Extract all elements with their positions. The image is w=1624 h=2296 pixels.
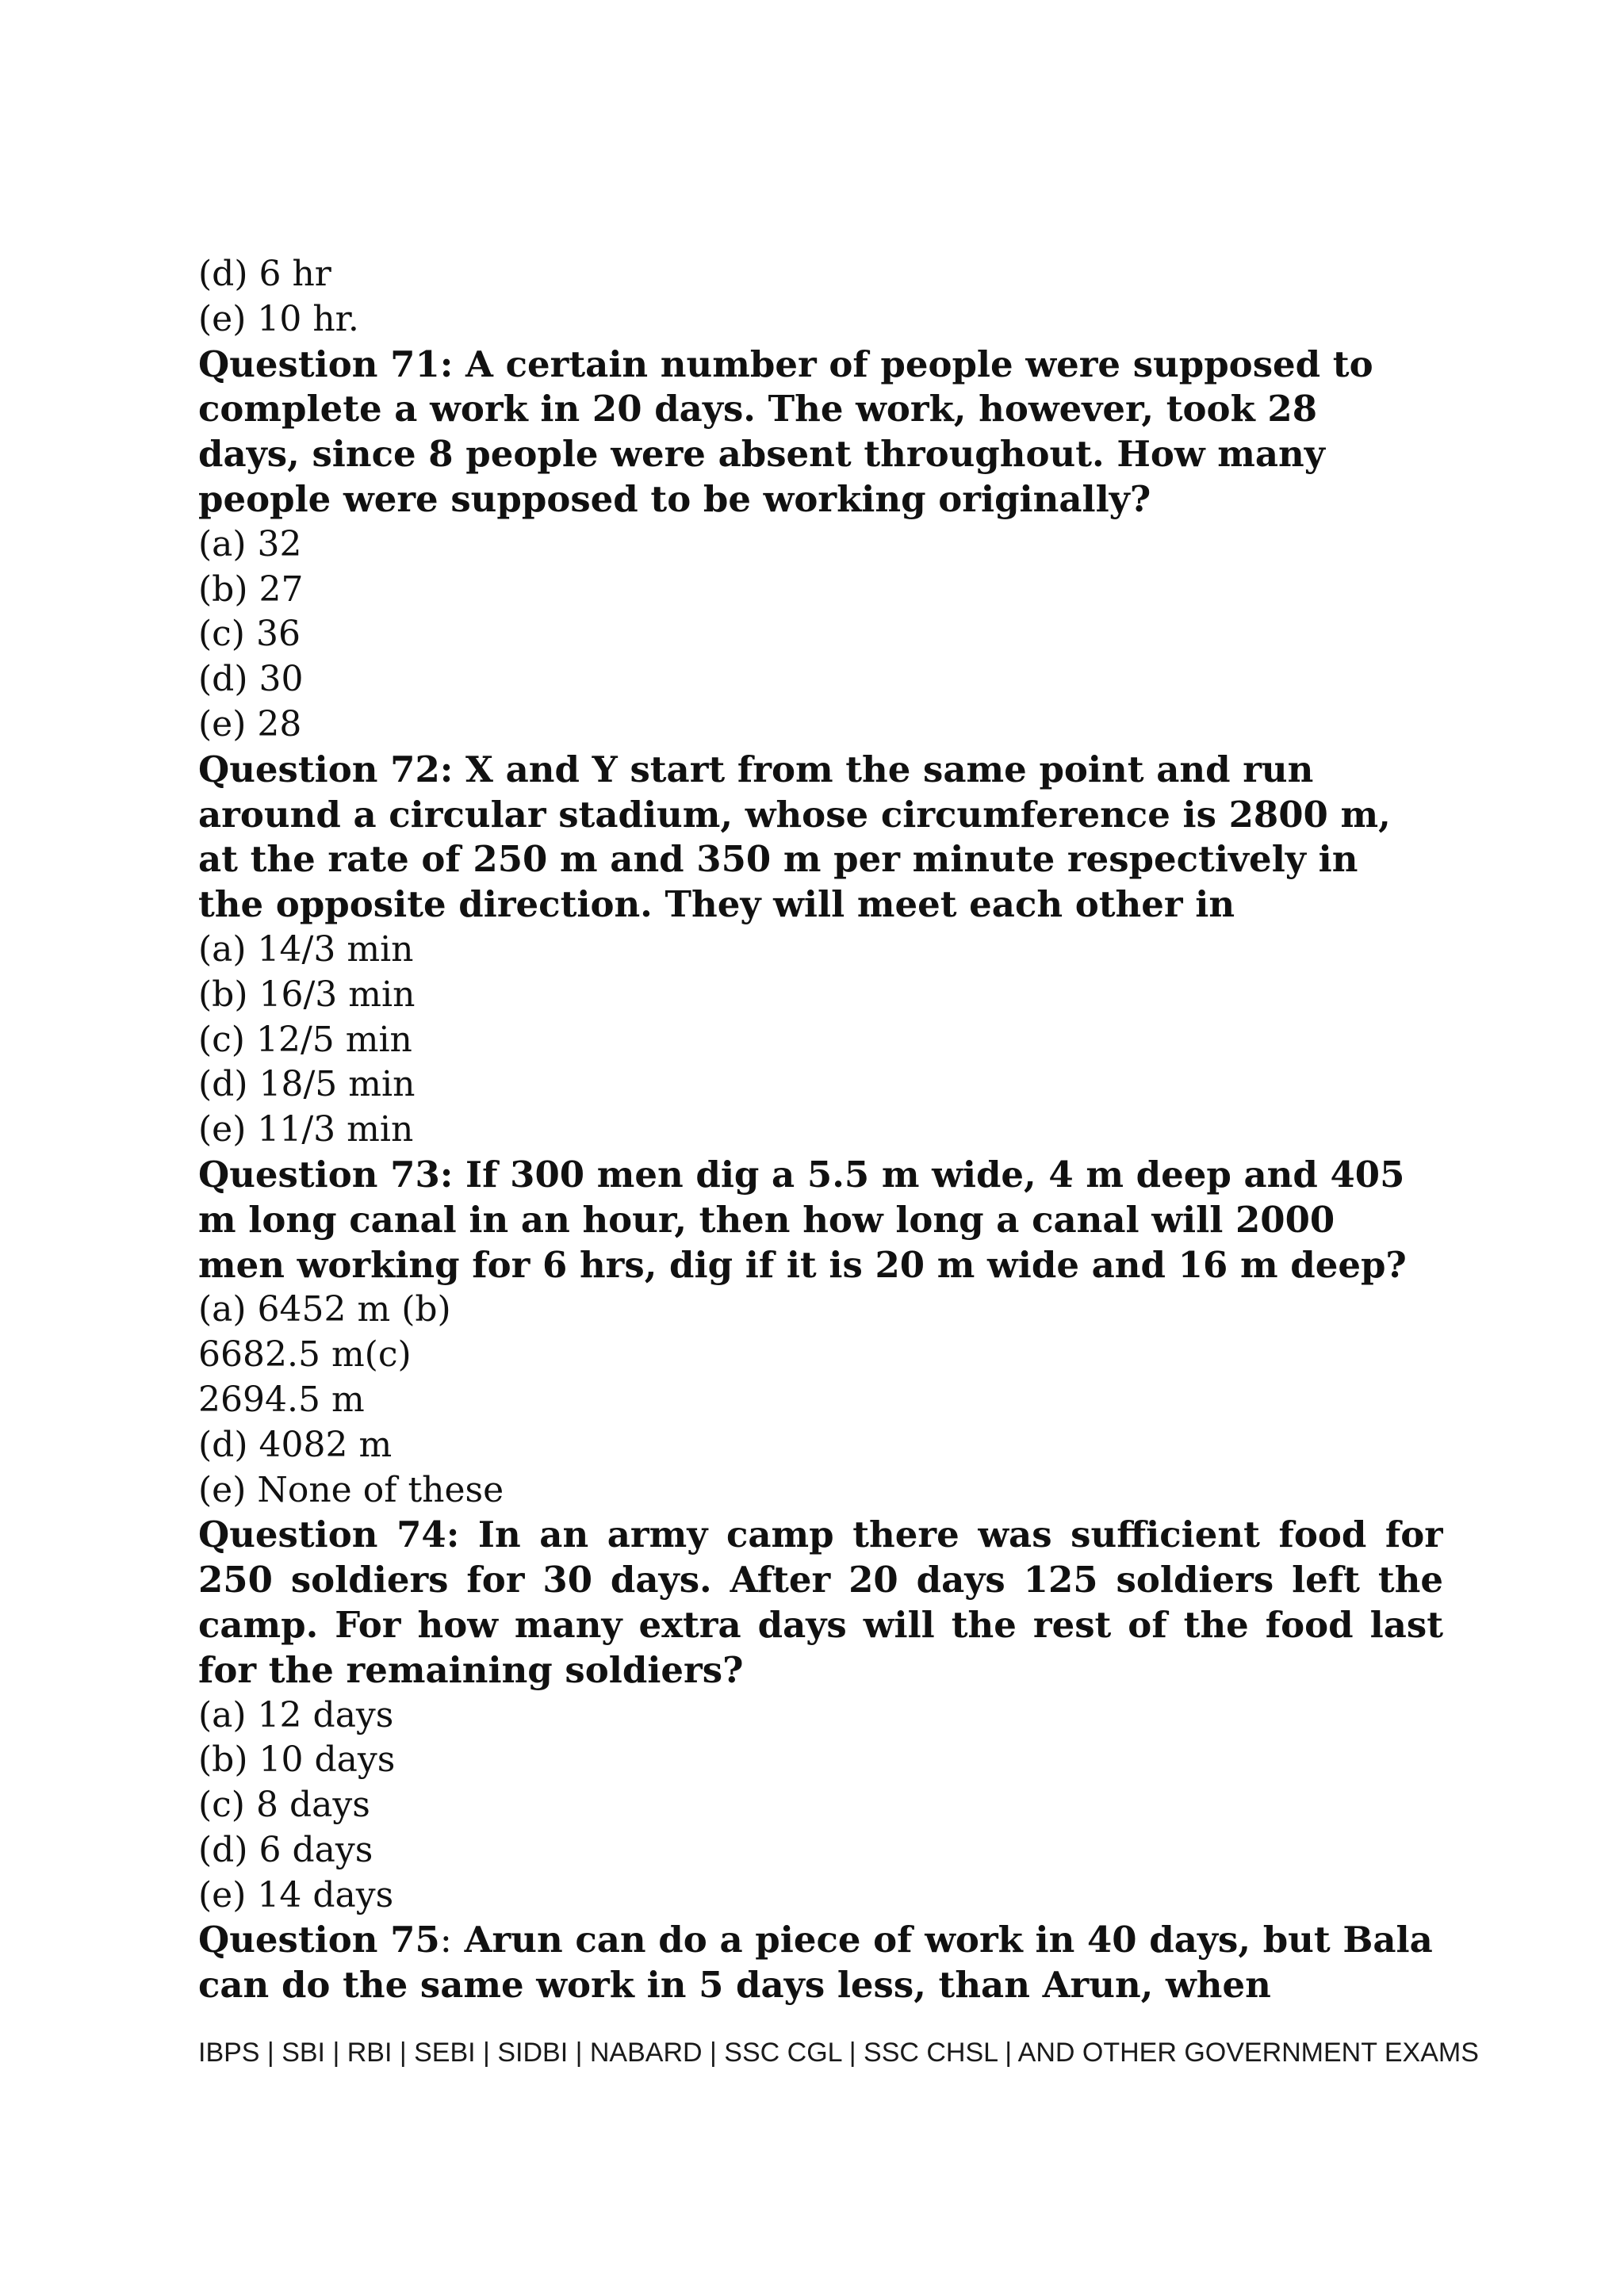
question-73 bbox=[198, 1153, 1443, 1513]
question-74-text bbox=[198, 1513, 1443, 1693]
carryover-options bbox=[198, 252, 1443, 342]
question-74 bbox=[198, 1513, 1443, 1918]
question-label: Question 75 bbox=[198, 1919, 440, 1961]
question-75 bbox=[198, 1918, 1443, 2008]
question-71 bbox=[198, 342, 1443, 748]
question-text-line: complete a work in 20 days. The work, however, took 28 bbox=[198, 388, 1318, 430]
question-text-line: days, since 8 people were absent throughout. How many bbox=[198, 433, 1325, 476]
option-c: (c) 12/5 min bbox=[198, 1019, 412, 1060]
question-text: Arun can do a piece of work in 40 days, but Bala bbox=[451, 1919, 1433, 1961]
question-separator: : bbox=[439, 1919, 452, 1961]
question-text-line: Question 74: In an army camp there was sufficient food for bbox=[198, 1513, 1443, 1556]
option-e: (e) 11/3 min bbox=[198, 1109, 414, 1150]
question-text-line: m long canal in an hour, then how long a canal will 2000 bbox=[198, 1198, 1335, 1241]
option-c: 2694.5 m bbox=[198, 1379, 365, 1420]
question-71-text bbox=[198, 342, 1443, 522]
option-a: (a) 14/3 min bbox=[198, 928, 414, 970]
question-75-text bbox=[198, 1918, 1443, 2008]
question-73-text bbox=[198, 1153, 1443, 1288]
question-text-line bbox=[198, 1918, 1443, 1963]
question-text-line: around a circular stadium, whose circumference is 2800 m, bbox=[198, 793, 1391, 836]
question-text-line: people were supposed to be working originally? bbox=[198, 477, 1151, 520]
question-text-line: can do the same work in 5 days less, than Arun, when bbox=[198, 1964, 1271, 2007]
question-text-line: 250 soldiers for 30 days. After 20 days 125 soldiers left the bbox=[198, 1559, 1443, 1601]
question-72 bbox=[198, 748, 1443, 1153]
option-a: (a) 12 days bbox=[198, 1694, 394, 1735]
question-text-line: men working for 6 hrs, dig if it is 20 m wide and 16 m deep? bbox=[198, 1243, 1407, 1286]
option-b: (b) 27 bbox=[198, 568, 304, 610]
option-b: 6682.5 m(c) bbox=[198, 1334, 412, 1376]
option-d: (d) 18/5 min bbox=[198, 1064, 416, 1105]
option-d: (d) 6 hr bbox=[198, 254, 331, 294]
page-content bbox=[198, 252, 1443, 2008]
option-d: (d) 4082 m bbox=[198, 1424, 393, 1465]
option-c: (c) 8 days bbox=[198, 1785, 370, 1826]
option-d: (d) 30 bbox=[198, 659, 304, 700]
question-text-line: camp. For how many extra days will the rest of the food last bbox=[198, 1603, 1443, 1646]
option-b: (b) 16/3 min bbox=[198, 974, 416, 1015]
option-a: (a) 6452 m (b) bbox=[198, 1289, 451, 1330]
question-text-line: the opposite direction. They will meet each other in bbox=[198, 883, 1235, 926]
question-text-line: Question 73: If 300 men dig a 5.5 m wide, 4 m deep and 405 bbox=[198, 1153, 1405, 1196]
question-text-line: Question 71: A certain number of people were supposed to bbox=[198, 342, 1373, 385]
page-footer: IBPS | SBI | RBI | SEBI | SIDBI | NABARD | SSC CGL | SSC CHSL | AND OTHER GOVERNMENT EXAMS bbox=[198, 2038, 1479, 2068]
option-e: (e) 14 days bbox=[198, 1874, 394, 1915]
option-d: (d) 6 days bbox=[198, 1829, 373, 1870]
option-c: (c) 36 bbox=[198, 614, 301, 655]
question-text-line: for the remaining soldiers? bbox=[198, 1648, 744, 1691]
option-e: (e) 10 hr. bbox=[198, 298, 359, 339]
option-a: (a) 32 bbox=[198, 523, 302, 564]
option-e: (e) None of these bbox=[198, 1469, 504, 1510]
question-text-line: at the rate of 250 m and 350 m per minute respectively in bbox=[198, 838, 1358, 881]
question-text-line: Question 72: X and Y start from the same point and run bbox=[198, 748, 1314, 790]
option-e: (e) 28 bbox=[198, 703, 302, 744]
question-72-text bbox=[198, 748, 1443, 928]
option-b: (b) 10 days bbox=[198, 1739, 396, 1781]
